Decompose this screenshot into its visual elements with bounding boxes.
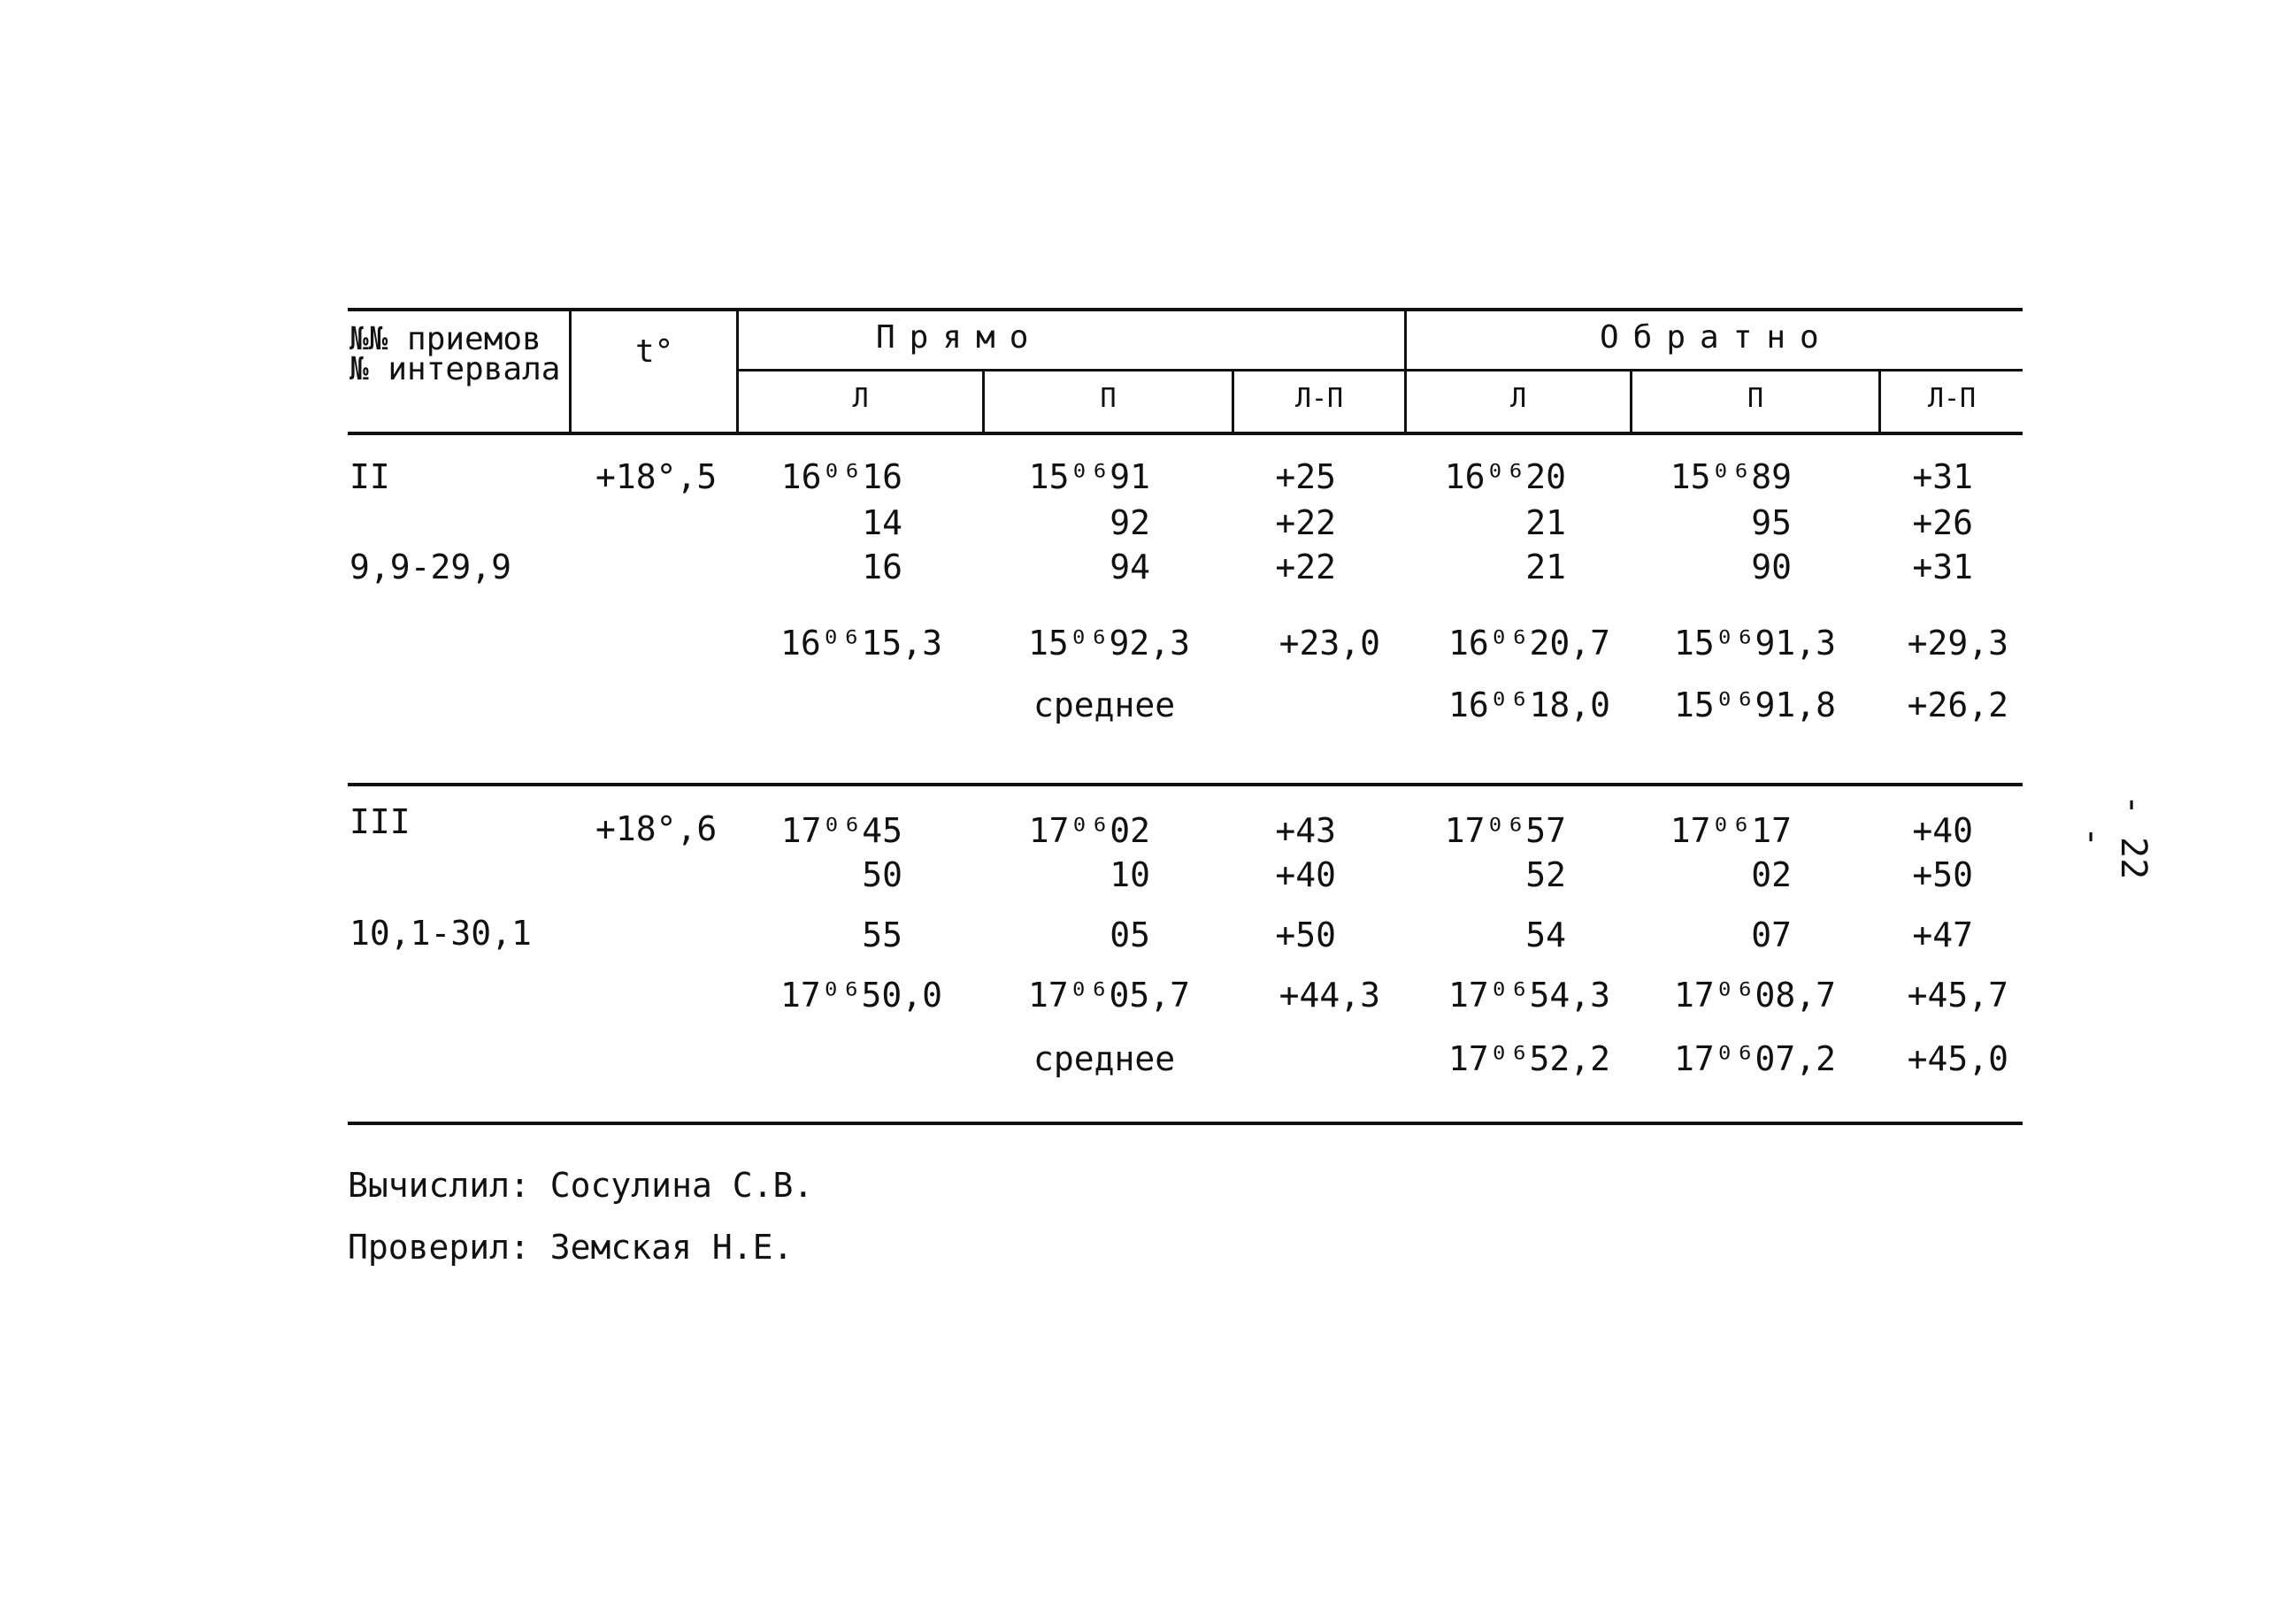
mean-direct-P: 15⁰⁶92,3 <box>1027 624 1190 663</box>
cell-reverse-L: 16⁰⁶20 <box>1444 457 1566 496</box>
cell-reverse-L: 21 <box>1525 503 1566 542</box>
average-reverse-L: 16⁰⁶18,0 <box>1447 686 1610 724</box>
checked-by-label: Проверил: <box>348 1228 530 1267</box>
cell-direct-L: 17⁰⁶45 <box>780 811 902 850</box>
block-separator-rule <box>348 783 2023 786</box>
mean-reverse-LP: +29,3 <box>1907 624 2008 663</box>
cell-reverse-P: 17⁰⁶17 <box>1670 811 1792 850</box>
cell-direct-P: 10 <box>1110 855 1150 894</box>
page-number: - 22 - <box>2072 793 2154 880</box>
header-bottom-rule <box>348 432 2023 435</box>
mean-direct-P: 17⁰⁶05,7 <box>1027 976 1190 1015</box>
sub-header-reverse-L: Л <box>1509 383 1527 414</box>
cell-direct-P: 15⁰⁶91 <box>1028 457 1150 496</box>
cell-direct-LP: +50 <box>1275 915 1336 954</box>
cell-direct-P: 17⁰⁶02 <box>1028 811 1150 850</box>
group-header-direct: Прямо <box>876 319 1043 356</box>
cell-direct-P: 05 <box>1110 915 1150 954</box>
average-reverse-P: 17⁰⁶07,2 <box>1673 1039 1836 1078</box>
cell-direct-LP: +25 <box>1275 457 1336 496</box>
temperature-header: t° <box>635 333 674 370</box>
cell-reverse-L: 52 <box>1525 855 1566 894</box>
mean-direct-L: 17⁰⁶50,0 <box>779 976 942 1015</box>
cell-direct-P: 92 <box>1110 503 1150 542</box>
cell-direct-L: 14 <box>862 503 902 542</box>
cell-reverse-P: 07 <box>1751 915 1792 954</box>
cell-reverse-P: 95 <box>1751 503 1792 542</box>
block-temperature: +18°,6 <box>595 809 718 848</box>
sub-header-direct-P: П <box>1100 383 1117 414</box>
cell-reverse-P: 90 <box>1751 548 1792 586</box>
average-label: среднее <box>1033 686 1176 724</box>
cell-direct-LP: +43 <box>1275 811 1336 850</box>
mean-direct-LP: +23,0 <box>1279 624 1380 663</box>
sub-header-reverse-LP: Л-П <box>1927 383 1977 414</box>
block-interval: 9,9-29,9 <box>349 548 512 586</box>
computed-by <box>348 1166 813 1205</box>
mean-reverse-LP: +45,7 <box>1907 976 2008 1015</box>
col1-header-line2: № интервала <box>349 351 561 387</box>
cell-direct-L: 16⁰⁶16 <box>780 457 902 496</box>
cell-direct-LP: +22 <box>1275 548 1336 586</box>
vrule-1 <box>569 311 572 432</box>
mean-reverse-P: 17⁰⁶08,7 <box>1673 976 1836 1015</box>
sub-header-direct-L: Л <box>852 383 869 414</box>
block-temperature: +18°,5 <box>595 457 718 496</box>
cell-reverse-L: 21 <box>1525 548 1566 586</box>
group-header-reverse: Обратно <box>1600 319 1833 356</box>
cell-reverse-LP: +31 <box>1912 457 1973 496</box>
average-reverse-P: 15⁰⁶91,8 <box>1673 686 1836 724</box>
vrule-2 <box>736 311 739 432</box>
average-label: среднее <box>1033 1039 1176 1078</box>
average-reverse-LP: +45,0 <box>1907 1039 2008 1078</box>
cell-direct-P: 94 <box>1110 548 1150 586</box>
cell-reverse-LP: +47 <box>1912 915 1973 954</box>
sub-header-direct-LP: Л-П <box>1294 383 1344 414</box>
computed-by-label: Вычислил: <box>348 1166 530 1205</box>
cell-reverse-LP: +40 <box>1912 811 1973 850</box>
cell-reverse-P: 15⁰⁶89 <box>1670 457 1792 496</box>
mean-reverse-P: 15⁰⁶91,3 <box>1673 624 1836 663</box>
cell-direct-L: 16 <box>862 548 902 586</box>
block-id: III <box>349 802 411 841</box>
header-top-rule <box>348 308 2023 311</box>
group-divider-rule <box>736 369 2023 372</box>
checked-by-name: Земская Н.Е. <box>549 1228 794 1267</box>
average-reverse-L: 17⁰⁶52,2 <box>1447 1039 1610 1078</box>
cell-reverse-LP: +26 <box>1912 503 1973 542</box>
mean-direct-L: 16⁰⁶15,3 <box>779 624 942 663</box>
cell-reverse-LP: +50 <box>1912 855 1973 894</box>
sub-header-reverse-P: П <box>1747 383 1764 414</box>
mean-reverse-L: 16⁰⁶20,7 <box>1447 624 1610 663</box>
cell-direct-LP: +40 <box>1275 855 1336 894</box>
cell-reverse-L: 17⁰⁶57 <box>1444 811 1566 850</box>
block-id: II <box>349 457 390 496</box>
block-interval: 10,1-30,1 <box>349 914 532 953</box>
cell-reverse-LP: +31 <box>1912 548 1973 586</box>
cell-reverse-P: 02 <box>1751 855 1792 894</box>
mean-reverse-L: 17⁰⁶54,3 <box>1447 976 1610 1015</box>
average-reverse-LP: +26,2 <box>1907 686 2008 724</box>
cell-direct-L: 55 <box>862 915 902 954</box>
table-bottom-rule <box>348 1122 2023 1125</box>
cell-reverse-L: 54 <box>1525 915 1566 954</box>
vrule-5 <box>1404 311 1407 432</box>
checked-by <box>348 1228 793 1267</box>
col1-header-line1: №№ приемов <box>349 321 541 357</box>
cell-direct-L: 50 <box>862 855 902 894</box>
computed-by-name: Сосулина С.В. <box>549 1166 814 1205</box>
cell-direct-LP: +22 <box>1275 503 1336 542</box>
mean-direct-LP: +44,3 <box>1279 976 1380 1015</box>
